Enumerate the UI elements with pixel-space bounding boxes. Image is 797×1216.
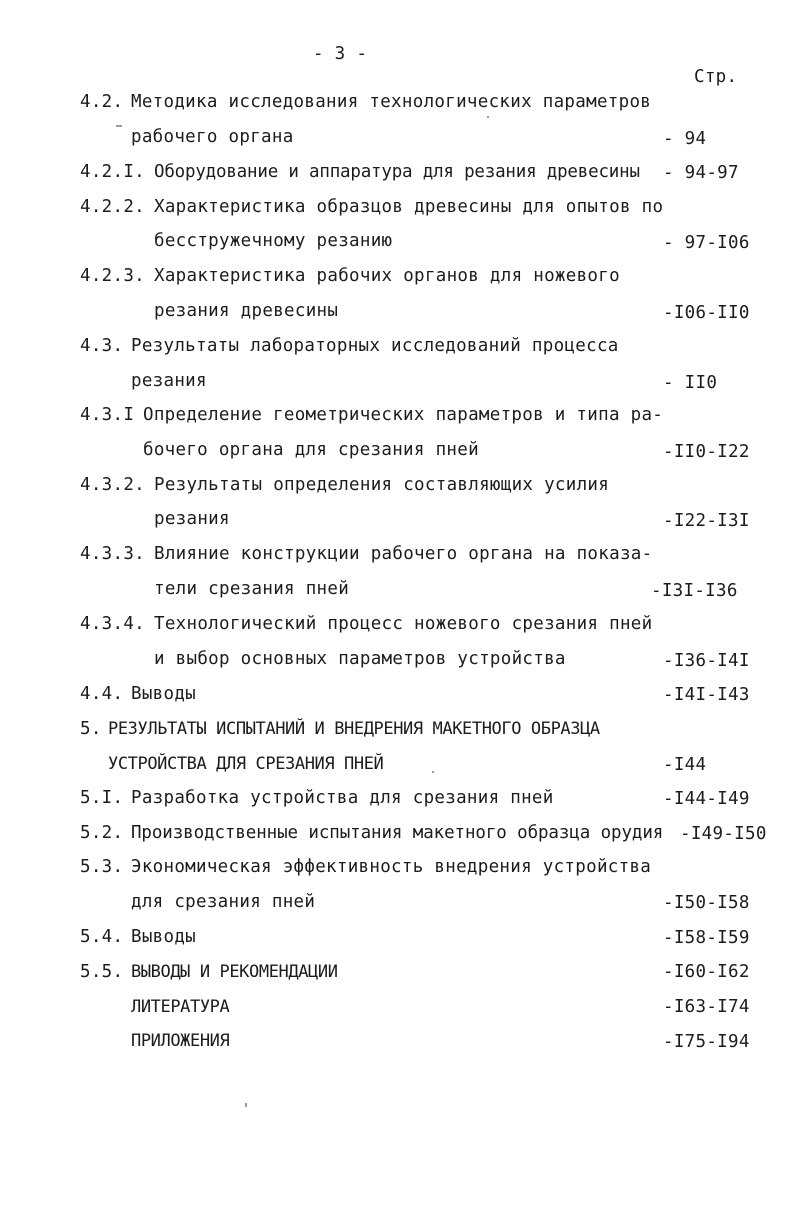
toc-entry-number: 4.3.: [80, 336, 124, 356]
toc-entry-number: 4.2.3.: [80, 266, 146, 286]
toc-entry-title-cont: резания: [131, 371, 207, 391]
toc-entry-title: ЛИТЕРАТУРА: [131, 997, 230, 1017]
toc-entry-title: Производственные испытания макетного образца орудия: [131, 823, 664, 843]
page-number: - 3 -: [313, 44, 368, 64]
toc-entry-title: Выводы: [131, 927, 197, 947]
toc-entry-pages: -I22-I3I: [663, 511, 750, 531]
toc-entry-title-cont: резания древесины: [154, 301, 339, 321]
toc-entry-pages: - 94-97: [663, 163, 739, 183]
toc-entry-title-cont: тели срезания пней: [154, 579, 350, 599]
toc-entry-title: Определение геометрических параметров и типа ра-: [143, 405, 664, 425]
toc-entry-number: 4.3.I: [80, 405, 135, 425]
toc-entry-title: Характеристика образцов древесины для опытов по: [154, 197, 664, 217]
toc-entry-pages: -I36-I4I: [663, 651, 750, 671]
toc-entry-title: Экономическая эффективность внедрения устройства: [131, 857, 652, 877]
toc-entry-pages: -I75-I94: [663, 1032, 750, 1052]
scan-speck: [432, 771, 434, 773]
toc-entry-number: 4.3.4.: [80, 614, 146, 634]
toc-entry-number: 4.4.: [80, 684, 124, 704]
toc-entry-title: Влияние конструкции рабочего органа на показа-: [154, 544, 653, 564]
toc-entry-title-cont: бесстружечному резанию: [154, 231, 393, 251]
toc-entry-pages: - 97-I06: [663, 233, 750, 253]
toc-entry-title: Результаты лабораторных исследований процесса: [131, 336, 619, 356]
toc-entry-pages: - 94: [663, 129, 707, 149]
toc-entry-number: 4.2.: [80, 92, 124, 112]
toc-entry-title: Методика исследования технологических параметров: [131, 92, 652, 112]
toc-entry-title: Разработка устройства для срезания пней: [131, 788, 554, 808]
toc-entry-pages: -I58-I59: [663, 928, 750, 948]
toc-entry-pages: -I50-I58: [663, 893, 750, 913]
toc-entry-title: Технологический процесс ножевого срезания пней: [154, 614, 653, 634]
toc-entry-number: 5.2.: [80, 823, 124, 843]
toc-entry-title-cont: бочего органа для срезания пней: [143, 440, 479, 460]
toc-entry-title: РЕЗУЛЬТАТЫ ИСПЫТАНИЙ И ВНЕДРЕНИЯ МАКЕТНОГО ОБРАЗЦА: [108, 719, 600, 739]
toc-entry-title: Выводы: [131, 684, 197, 704]
toc-entry-pages: -I63-I74: [663, 997, 750, 1017]
toc-entry-number: 4.2.I.: [80, 162, 146, 182]
toc-entry-pages: -I3I-I36: [651, 581, 738, 601]
scan-speck: [487, 116, 489, 118]
toc-entry-number: 5.4.: [80, 927, 124, 947]
pages-column-header: Стр.: [694, 67, 738, 87]
toc-entry-number: 4.3.3.: [80, 544, 146, 564]
scan-speck: [245, 1103, 247, 1107]
toc-entry-pages: -I4I-I43: [663, 685, 750, 705]
toc-entry-title: ВЫВОДЫ И РЕКОМЕНДАЦИИ: [131, 962, 338, 982]
toc-entry-pages: - II0: [663, 373, 718, 393]
toc-entry-number: 5.5.: [80, 962, 124, 982]
toc-entry-title-cont: и выбор основных параметров устройства: [154, 649, 566, 669]
toc-entry-title-cont: резания: [154, 509, 230, 529]
toc-entry-number: 5.: [80, 719, 102, 739]
toc-entry-number: 4.2.2.: [80, 197, 146, 217]
toc-entry-pages: -I49-I50: [680, 824, 767, 844]
toc-entry-pages: -I44-I49: [663, 789, 750, 809]
toc-entry-pages: -I06-II0: [663, 303, 750, 323]
toc-entry-title: Результаты определения составляющих усилия: [154, 475, 610, 495]
toc-entry-title: ПРИЛОЖЕНИЯ: [131, 1031, 230, 1051]
toc-entry-pages: -I60-I62: [663, 962, 750, 982]
toc-entry-number: 5.3.: [80, 857, 124, 877]
toc-entry-title: Характеристика рабочих органов для ножевого: [154, 266, 620, 286]
scan-speck: [116, 125, 122, 127]
toc-entry-number: 4.3.2.: [80, 475, 146, 495]
toc-entry-pages: -II0-I22: [663, 442, 750, 462]
toc-entry-title-cont: для срезания пней: [131, 892, 316, 912]
toc-entry-title: Оборудование и аппаратура для резания древесины: [154, 162, 640, 182]
toc-entry-title-cont: УСТРОЙСТВА ДЛЯ СРЕЗАНИЯ ПНЕЙ: [108, 754, 384, 774]
toc-entry-pages: -I44: [663, 755, 707, 775]
toc-entry-title-cont: рабочего органа: [131, 127, 294, 147]
toc-entry-number: 5.I.: [80, 788, 124, 808]
